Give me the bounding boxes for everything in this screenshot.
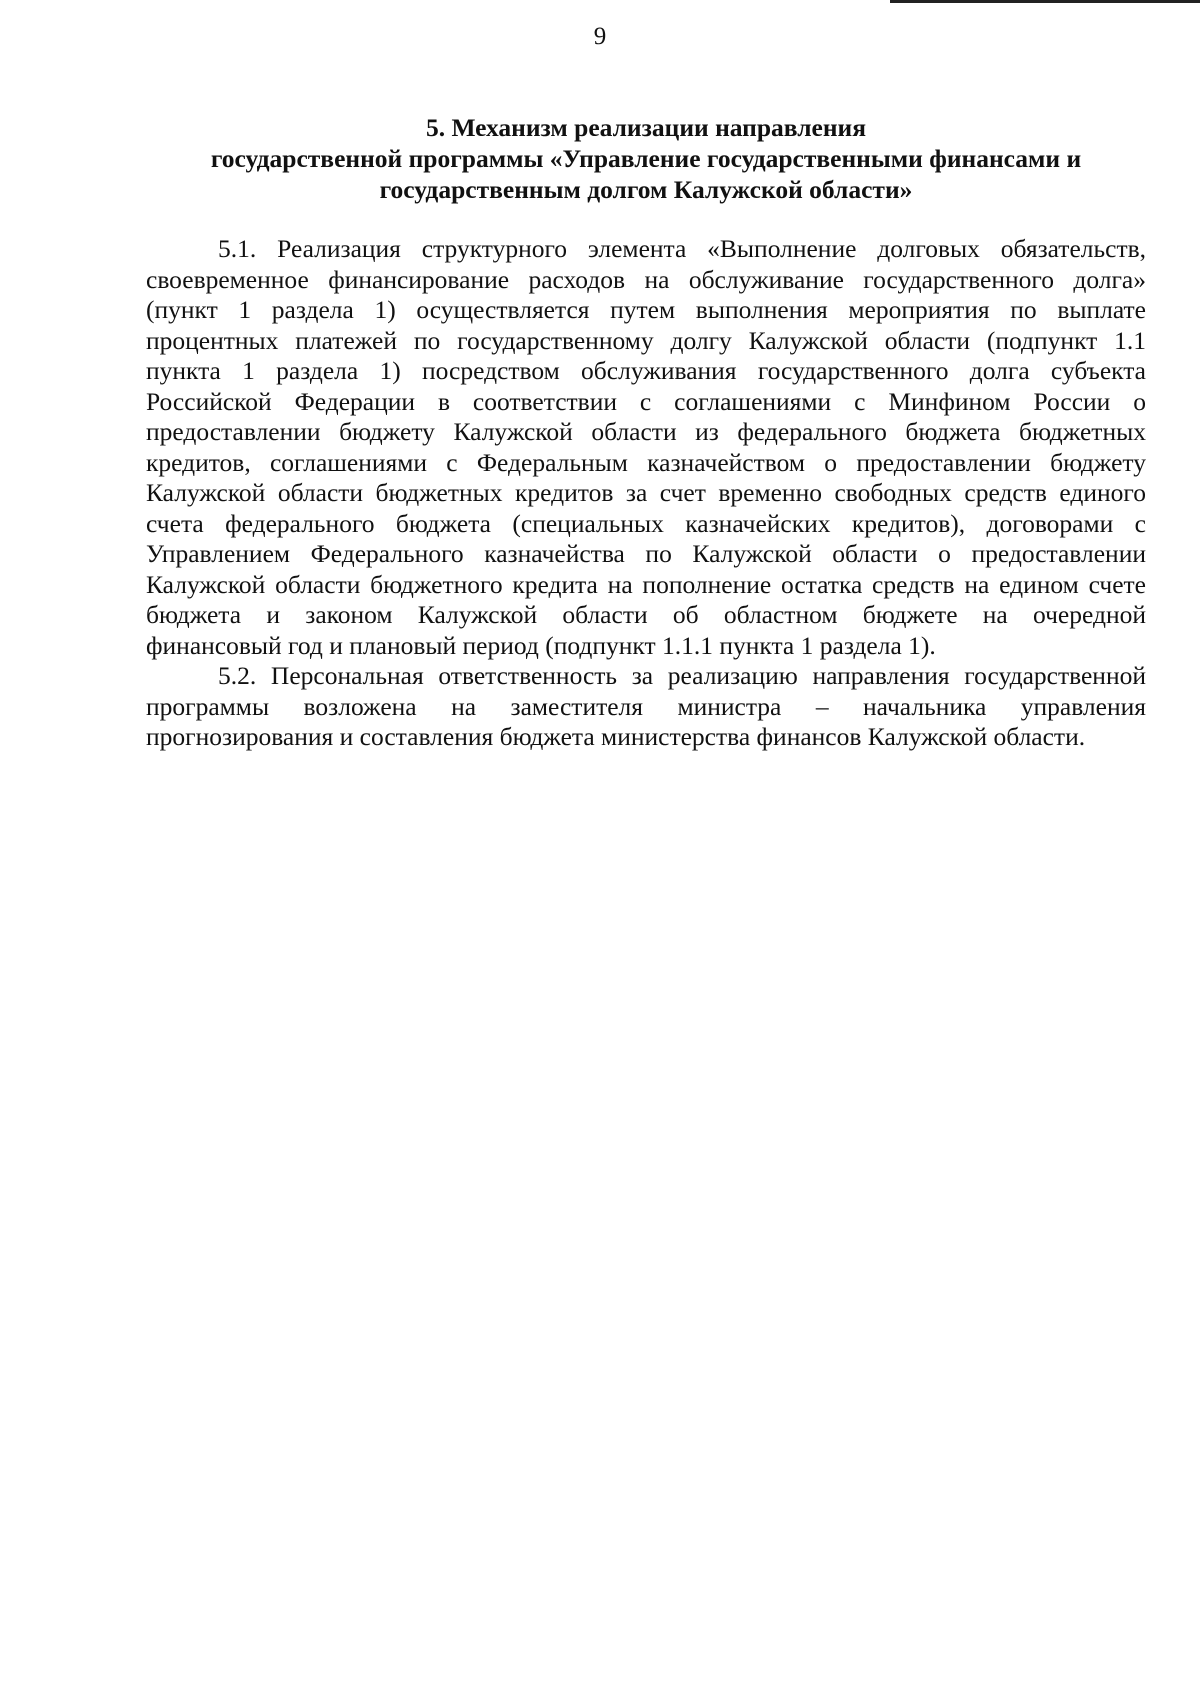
text-line: 5.2. Персональная ответственность за реализацию направления государственной [218,661,1146,690]
document-body [146,234,1146,753]
text-line: (пункт 1 раздела 1) осуществляется путем выполнения мероприятия по выплате [146,295,1146,324]
text-line: Управлением Федерального казначейства по Калужской области о предоставлении [146,539,1146,568]
text-line: Российской Федерации в соответствии с соглашениями с Минфином России о [146,386,1146,416]
text-line: Калужской области бюджетного кредита на пополнение остатка средств на едином счете [146,569,1146,599]
section-heading [146,112,1146,205]
text-line: Калужской области бюджетных кредитов за счет временно свободных средств единого [146,478,1146,507]
text-line: своевременное финансирование расходов на обслуживание государственного долга» [146,264,1146,294]
text-line: кредитов, соглашениями с Федеральным казначейством о предоставлении бюджету [146,447,1146,477]
text-line: предоставлении бюджету Калужской области из федерального бюджета бюджетных [146,417,1146,446]
text-line: бюджета и законом Калужской области об областном бюджете на очередной [146,600,1146,629]
page-number: 9 [593,23,607,50]
text-line: 5.1. Реализация структурного элемента «Выполнение долговых обязательств, [218,234,1146,263]
heading-line: государственной программы «Управление государственными финансами и [210,144,1082,173]
heading-line: государственным долгом Калужской области» [379,175,913,204]
text-line: пункта 1 раздела 1) посредством обслуживания государственного долга субъекта [146,356,1146,385]
paragraph-5-2 [146,661,1146,753]
text-line: процентных платежей по государственному долгу Калужской области (подпункт 1.1 [146,325,1146,355]
heading-line: 5. Механизм реализации направления [425,113,867,142]
paragraph-5-1 [146,234,1146,661]
text-line: счета федерального бюджета (специальных казначейских кредитов), договорами с [146,508,1146,538]
text-line: финансовый год и плановый период (подпункт 1.1.1 пункта 1 раздела 1). [146,630,936,660]
text-line: прогнозирования и составления бюджета министерства финансов Калужской области. [146,722,1086,751]
text-line: программы возложена на заместителя министра – начальника управления [146,691,1146,721]
scan-edge-mark [890,0,1200,3]
